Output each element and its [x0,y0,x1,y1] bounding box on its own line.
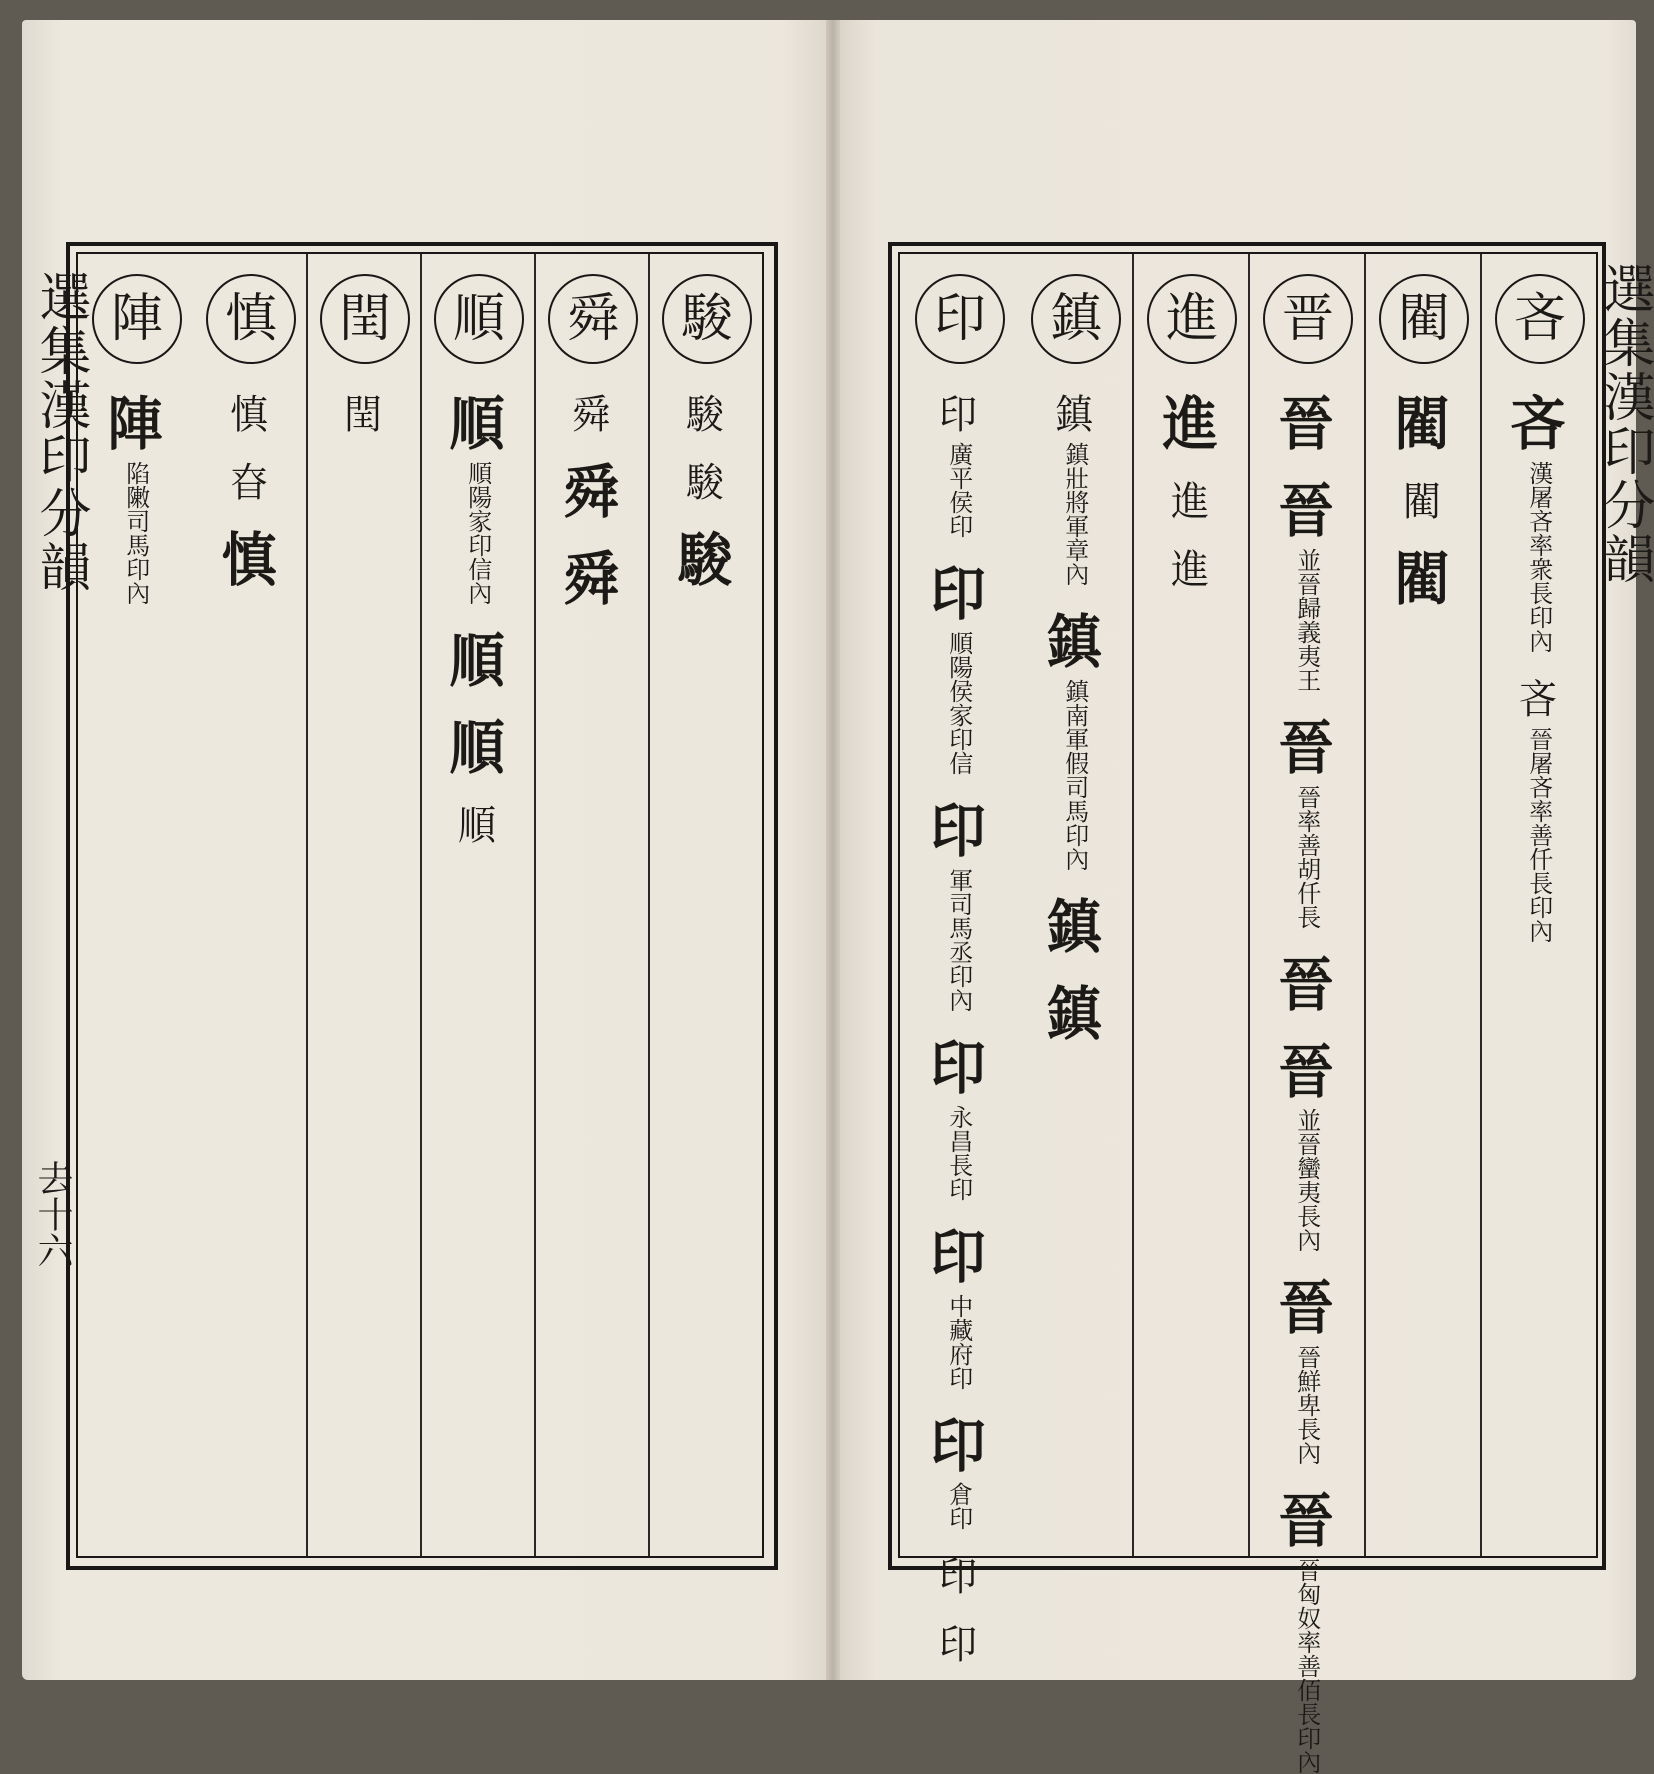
seal-variant-entry [1277,950,1335,1019]
seal-source-caption: 永昌長印 [944,1104,973,1201]
seal-glyph: 印 [930,796,986,865]
seal-variant-entry [1518,676,1558,943]
seal-variant-entry [106,390,164,605]
seal-source-caption: 晉匈奴率善佰長印內 [1292,1558,1321,1774]
seal-variant-list [192,394,306,1546]
seal-source-caption: 並晉蠻夷長內 [1292,1108,1321,1253]
seal-variant-entry [448,390,506,605]
seal-variant-list [1364,390,1480,1546]
seal-variant-entry [1509,390,1567,653]
column-舜 [534,254,650,1556]
seal-glyph: 吝 [1510,390,1566,458]
seal-variant-list [306,394,420,1546]
seal-variant-entry [229,462,269,504]
seal-variant-list [420,390,534,1546]
seal-variant-entry [220,526,278,594]
seal-glyph: 舜 [563,458,619,526]
seal-glyph: 晉 [1278,1487,1334,1556]
seal-glyph: 慎 [221,526,277,594]
seal-glyph: 駿 [686,392,724,438]
seal-glyph: 慎 [230,392,268,438]
seal-variant-entry [448,626,506,695]
seal-variant-entry [685,394,725,436]
right-frame [888,242,1606,1774]
column-吝 [1480,254,1596,1556]
column-慎 [192,254,308,1556]
seal-glyph: 晉 [1278,1274,1334,1343]
seal-glyph: 陣 [107,390,163,458]
left-frame [66,242,778,1570]
seal-variant-list [78,390,192,1546]
seal-variant-entry [229,394,269,436]
seal-variant-entry [938,394,978,538]
seal-variant-entry [562,544,620,613]
seal-glyph: 晉 [1278,950,1334,1019]
column-head-character: 吝 [1495,274,1585,364]
column-head-character: 舜 [548,274,638,364]
seal-glyph: 印 [939,1554,977,1601]
left-folio: 去十六 [32,1160,73,1268]
seal-source-caption: 軍司馬丞印內 [944,867,973,1012]
seal-source-caption: 順陽家印信內 [463,460,492,605]
seal-glyph: 順 [449,390,505,458]
seal-variant-list [648,394,762,1546]
seal-source-caption: 晉鮮卑長內 [1292,1345,1321,1466]
seal-glyph: 晉 [1278,1037,1334,1106]
seal-variant-entry [1277,713,1335,929]
seal-source-caption: 順陽侯家印信 [944,630,973,775]
seal-variant-entry [1045,608,1103,871]
seal-glyph: 鎮 [1046,892,1102,961]
seal-variant-list [1016,394,1132,1546]
seal-glyph: 印 [930,1411,986,1480]
seal-variant-list [534,394,648,1546]
seal-glyph: 印 [930,560,986,628]
seal-variant-entry [1277,390,1335,458]
seal-variant-entry [1161,390,1219,458]
right-grid [898,252,1598,1774]
seal-glyph: 閵 [1394,544,1450,613]
seal-variant-entry [929,1033,987,1201]
seal-glyph: 晉 [1278,390,1334,458]
seal-variant-entry [929,796,987,1012]
seal-glyph: 舜 [572,392,610,438]
seal-variant-entry [1277,1487,1335,1774]
seal-source-caption: 廣平侯印 [944,442,973,538]
column-head-character: 鎮 [1031,274,1121,364]
seal-glyph: 閵 [1403,478,1441,525]
column-head-character: 印 [915,274,1005,364]
seal-glyph: 印 [939,392,977,438]
column-head-character: 順 [434,274,524,364]
seal-glyph: 順 [449,713,505,782]
seal-variant-entry [1170,546,1210,593]
seal-source-caption: 晉率善胡仟長 [1292,784,1321,929]
column-head-character: 進 [1147,274,1237,364]
column-鎮 [1016,254,1134,1556]
column-進 [1132,254,1250,1556]
column-順 [420,254,536,1556]
seal-glyph: 進 [1162,390,1218,458]
seal-glyph: 印 [930,1222,986,1291]
seal-glyph: 閵 [1394,390,1450,458]
seal-glyph: 進 [1171,546,1209,593]
seal-variant-entry [571,394,611,436]
seal-variant-entry [938,1622,978,1669]
seal-source-caption: 陷敶司馬印內 [121,460,150,605]
seal-variant-entry [1277,1274,1335,1466]
seal-source-caption: 晉屠吝率善仟長印內 [1524,726,1553,943]
seal-source-caption: 漢屠吝率衆長印內 [1524,460,1553,653]
seal-variant-entry [938,1554,978,1601]
right-margin-title: 選集漢印分韻 [1594,262,1654,586]
seal-glyph: 晉 [1278,713,1334,782]
column-印 [900,254,1016,1669]
seal-source-caption: 並晉歸義夷王 [1292,547,1321,692]
seal-variant-entry [457,802,497,849]
seal-variant-entry [1054,394,1094,586]
seal-source-caption: 鎮南軍假司馬印內 [1060,678,1089,871]
book-gutter [826,20,840,1680]
column-駿 [648,254,762,1556]
seal-glyph: 印 [939,1622,977,1669]
seal-glyph: 閏 [344,392,382,438]
seal-variant-list [900,392,1016,1669]
column-閏 [306,254,422,1556]
seal-variant-entry [929,1222,987,1390]
column-head-character: 慎 [206,274,296,364]
left-grid [76,252,764,1558]
seal-variant-entry [1045,892,1103,961]
seal-variant-entry [676,526,734,594]
seal-glyph: 順 [458,802,496,849]
column-head-character: 陣 [92,274,182,364]
column-head-character: 閵 [1379,274,1469,364]
seal-variant-entry [1277,476,1335,692]
seal-variant-list [1248,390,1364,1774]
seal-source-caption: 鎮壯將軍章內 [1060,442,1089,586]
column-陣 [78,254,192,1556]
seal-variant-entry [1393,544,1451,613]
seal-glyph: 吝 [1519,676,1557,723]
column-head-character: 晋 [1263,274,1353,364]
seal-variant-entry [1277,1037,1335,1253]
seal-glyph: 順 [449,626,505,695]
left-margin-title: 選集漢印分韻 [30,270,90,594]
column-head-character: 閏 [320,274,410,364]
seal-glyph: 昚 [230,460,268,506]
column-晋 [1248,254,1366,1774]
seal-variant-entry [343,394,383,436]
seal-glyph: 印 [930,1033,986,1102]
seal-glyph: 鎮 [1055,392,1093,438]
seal-variant-entry [685,462,725,504]
column-head-character: 駿 [662,274,752,364]
seal-glyph: 舜 [563,544,619,613]
seal-variant-entry [1045,979,1103,1048]
seal-source-caption: 中藏府印 [944,1293,973,1390]
seal-glyph: 鎮 [1046,979,1102,1048]
seal-glyph: 晉 [1278,476,1334,545]
seal-variant-entry [1170,478,1210,525]
seal-variant-entry [929,1411,987,1531]
column-閵 [1364,254,1482,1556]
seal-variant-entry [1402,478,1442,525]
seal-variant-list [1132,390,1248,1546]
seal-glyph: 進 [1171,478,1209,525]
seal-variant-entry [448,713,506,782]
seal-variant-entry [929,560,987,775]
seal-variant-entry [562,458,620,526]
seal-glyph: 駿 [686,460,724,506]
seal-glyph: 鎮 [1046,608,1102,676]
seal-source-caption: 倉印 [944,1482,973,1531]
seal-variant-entry [1393,390,1451,458]
seal-variant-list [1480,390,1596,1546]
seal-glyph: 駿 [677,526,733,594]
